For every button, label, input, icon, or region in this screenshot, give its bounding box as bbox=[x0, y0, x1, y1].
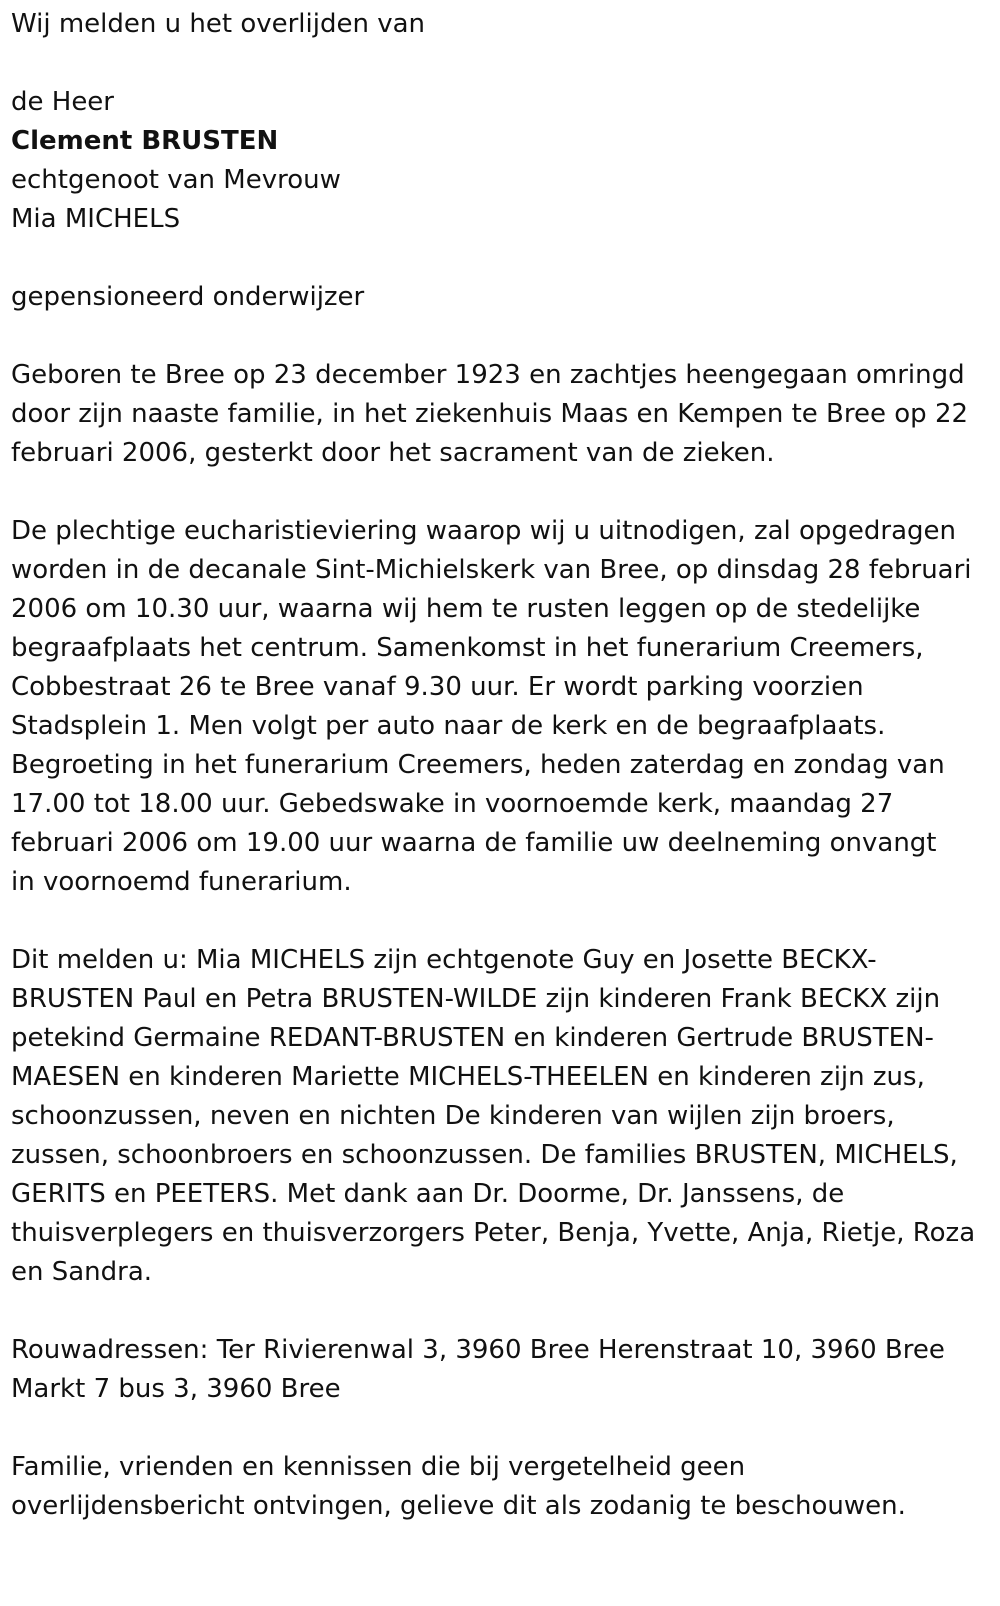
paragraph-line: en Sandra. bbox=[11, 1257, 153, 1287]
paragraph-line: februari 2006 om 19.00 uur waarna de familie uw deelneming onvangt bbox=[11, 828, 937, 858]
paragraph-line: GERITS en PEETERS. Met dank aan Dr. Doorme, Dr. Janssens, de bbox=[11, 1179, 845, 1209]
occupation: gepensioneerd onderwijzer bbox=[11, 282, 365, 312]
family-paragraph bbox=[11, 941, 991, 1292]
paragraph-line: Rouwadressen: Ter Rivierenwal 3, 3960 Bree Herenstraat 10, 3960 Bree bbox=[11, 1335, 945, 1365]
spacer bbox=[11, 44, 991, 83]
paragraph-line: 2006 om 10.30 uur, waarna wij hem te rusten leggen op de stedelijke bbox=[11, 594, 921, 624]
addresses-paragraph bbox=[11, 1331, 991, 1409]
spacer bbox=[11, 317, 991, 356]
paragraph-line: De plechtige eucharistieviering waarop wij u uitnodigen, zal opgedragen bbox=[11, 516, 957, 546]
funeral-details-paragraph bbox=[11, 512, 991, 902]
paragraph-line: worden in de decanale Sint-Michielskerk van Bree, op dinsdag 28 februari bbox=[11, 555, 972, 585]
paragraph-line: begraafplaats het centrum. Samenkomst in het funerarium Creemers, bbox=[11, 633, 924, 663]
death-notice bbox=[11, 5, 991, 1526]
paragraph-line: Cobbestraat 26 te Bree vanaf 9.30 uur. Er wordt parking voorzien bbox=[11, 672, 864, 702]
deceased-name: Clement BRUSTEN bbox=[11, 126, 279, 156]
spouse-label: echtgenoot van Mevrouw bbox=[11, 165, 341, 195]
paragraph-line: Begroeting in het funerarium Creemers, heden zaterdag en zondag van bbox=[11, 750, 945, 780]
paragraph-line: BRUSTEN Paul en Petra BRUSTEN-WILDE zijn kinderen Frank BECKX zijn bbox=[11, 984, 941, 1014]
paragraph-line: overlijdensbericht ontvingen, gelieve dit als zodanig te beschouwen. bbox=[11, 1491, 906, 1521]
paragraph-line: petekind Germaine REDANT-BRUSTEN en kinderen Gertrude BRUSTEN- bbox=[11, 1023, 934, 1053]
intro-text: Wij melden u het overlijden van bbox=[11, 9, 426, 39]
paragraph-line: thuisverplegers en thuisverzorgers Peter, Benja, Yvette, Anja, Rietje, Roza bbox=[11, 1218, 976, 1248]
paragraph-line: door zijn naaste familie, in het ziekenhuis Maas en Kempen te Bree op 22 bbox=[11, 399, 969, 429]
paragraph-line: zussen, schoonbroers en schoonzussen. De families BRUSTEN, MICHELS, bbox=[11, 1140, 958, 1170]
paragraph-line: schoonzussen, neven en nichten De kinderen van wijlen zijn broers, bbox=[11, 1101, 895, 1131]
birth-death-paragraph bbox=[11, 356, 991, 473]
paragraph-line: Stadsplein 1. Men volgt per auto naar de kerk en de begraafplaats. bbox=[11, 711, 886, 741]
paragraph-line: MAESEN en kinderen Mariette MICHELS-THEELEN en kinderen zijn zus, bbox=[11, 1062, 925, 1092]
spacer bbox=[11, 1292, 991, 1331]
spacer bbox=[11, 239, 991, 278]
paragraph-line: Dit melden u: Mia MICHELS zijn echtgenote Guy en Josette BECKX- bbox=[11, 945, 877, 975]
spacer bbox=[11, 1409, 991, 1448]
spacer bbox=[11, 473, 991, 512]
paragraph-line: februari 2006, gesterkt door het sacrament van de zieken. bbox=[11, 438, 775, 468]
spacer bbox=[11, 902, 991, 941]
paragraph-line: Markt 7 bus 3, 3960 Bree bbox=[11, 1374, 341, 1404]
title-prefix: de Heer bbox=[11, 87, 114, 117]
spouse-name: Mia MICHELS bbox=[11, 204, 181, 234]
paragraph-line: in voornoemd funerarium. bbox=[11, 867, 352, 897]
paragraph-line: Geboren te Bree op 23 december 1923 en zachtjes heengegaan omringd bbox=[11, 360, 965, 390]
paragraph-line: Familie, vrienden en kennissen die bij vergetelheid geen bbox=[11, 1452, 746, 1482]
paragraph-line: 17.00 tot 18.00 uur. Gebedswake in voornoemde kerk, maandag 27 bbox=[11, 789, 894, 819]
closing-paragraph bbox=[11, 1448, 991, 1526]
